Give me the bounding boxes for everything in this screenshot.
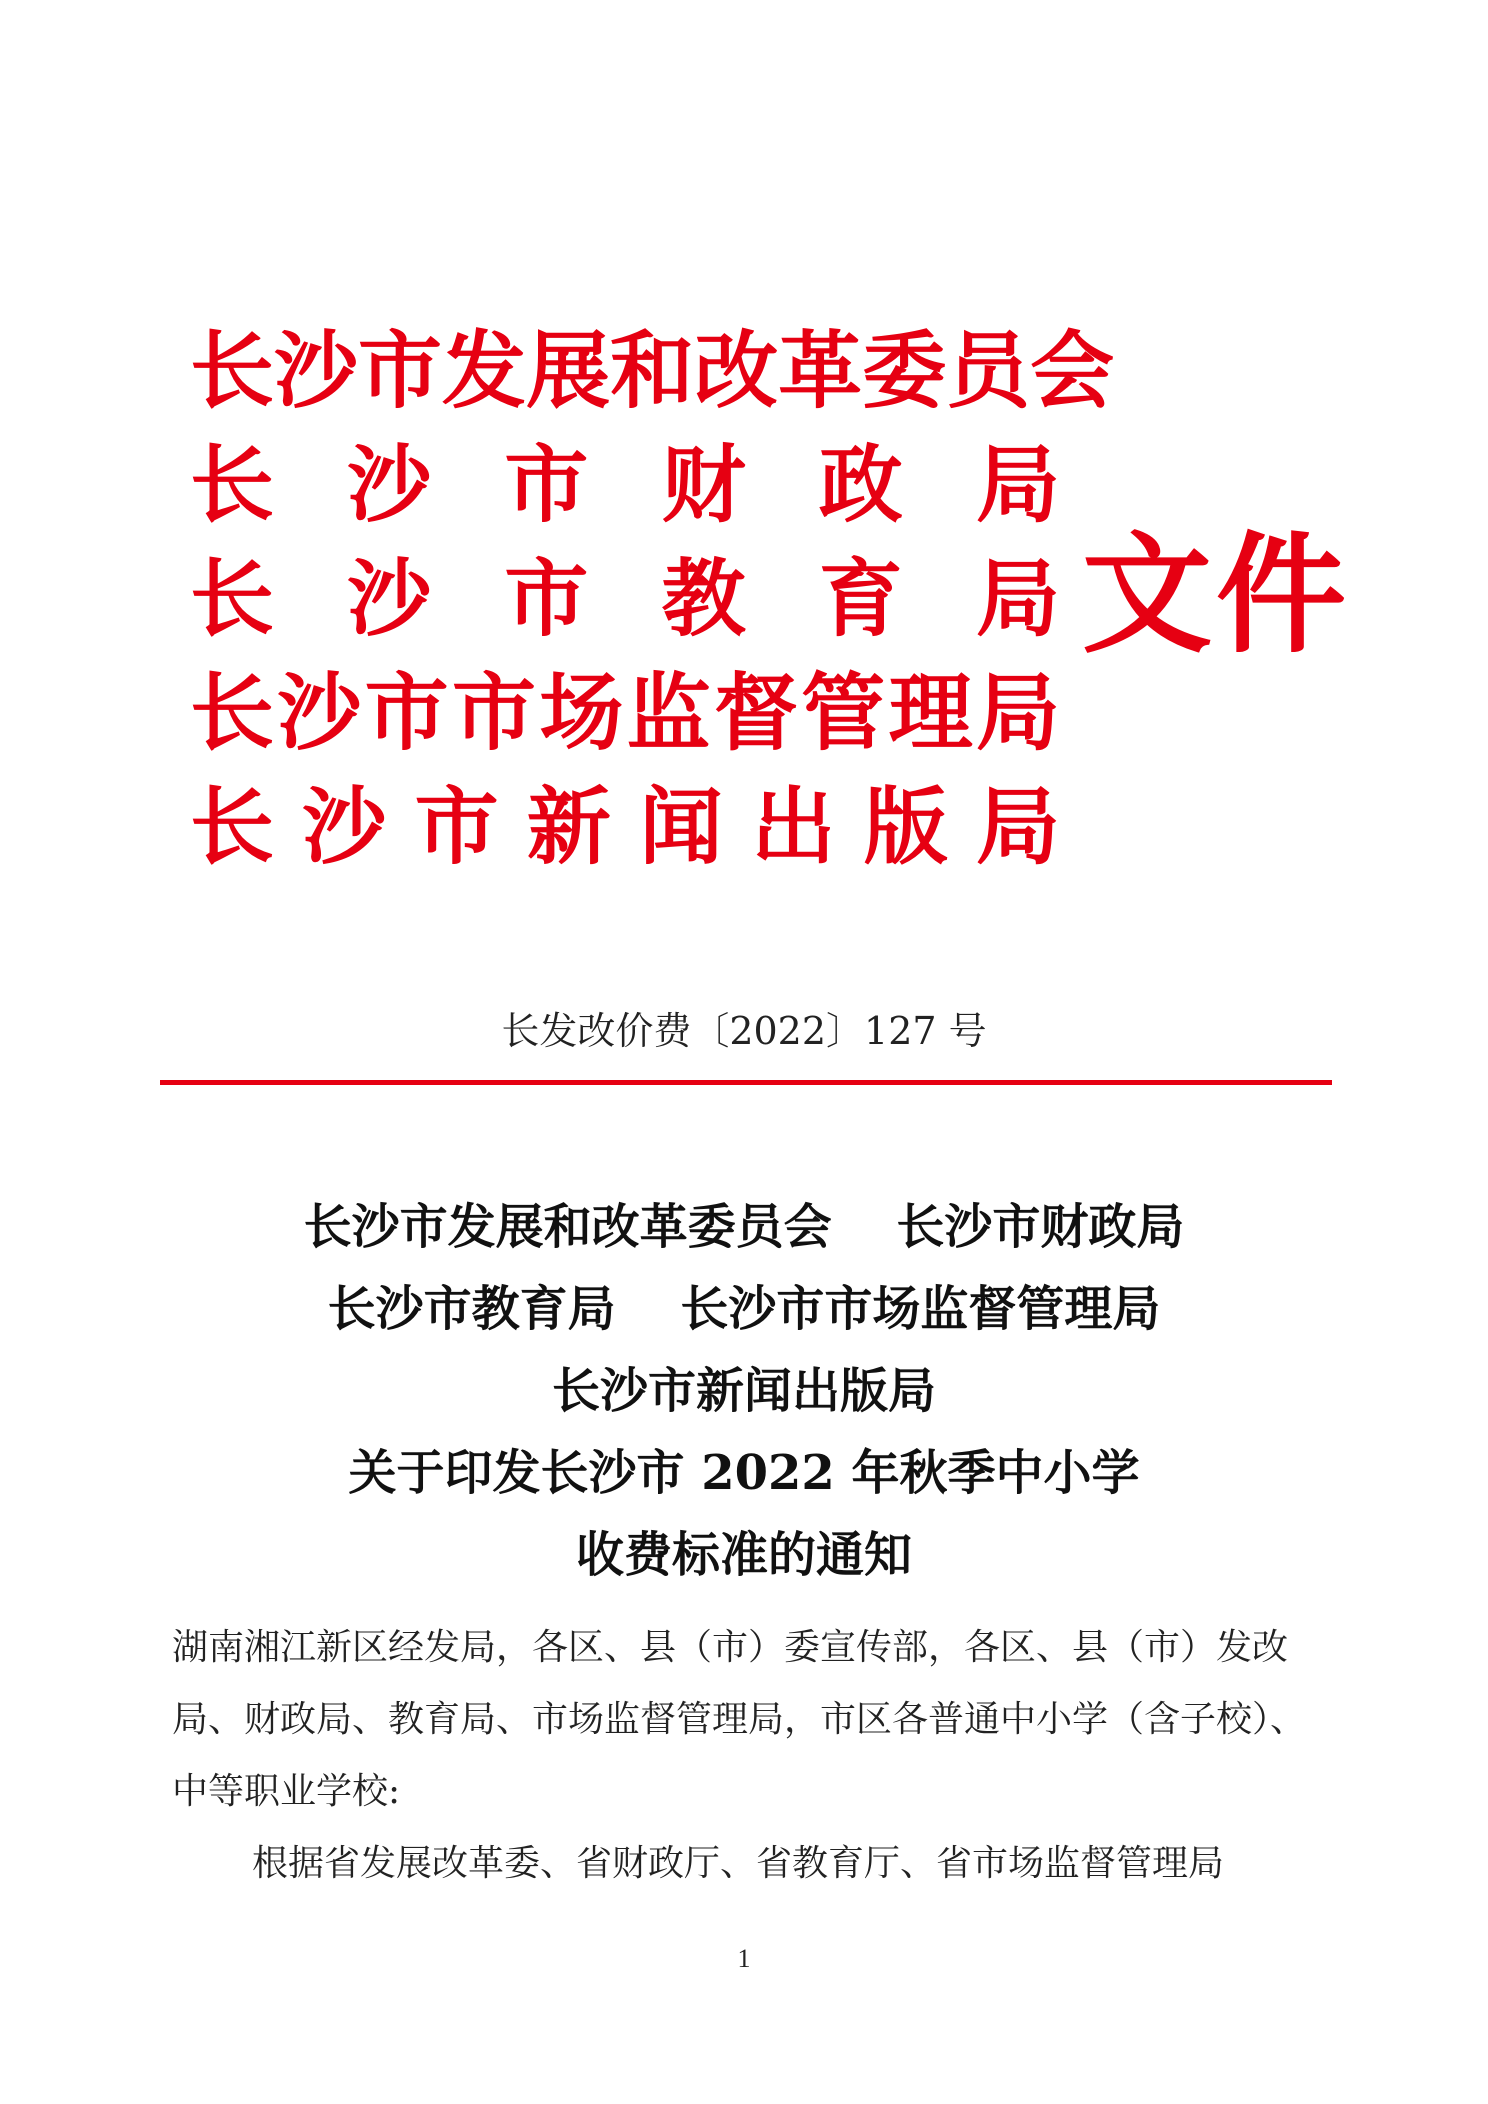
issuer-char: 市	[358, 321, 443, 420]
issuer-char: 监	[626, 663, 711, 762]
issuer-char: 和	[610, 321, 695, 420]
issuer-char: 委	[862, 321, 947, 420]
issuer-char: 沙	[277, 663, 362, 762]
issuer-char: 长	[190, 663, 275, 762]
document-title	[0, 1186, 1488, 1596]
issuer-char: 管	[801, 663, 886, 762]
issuer-char: 沙	[274, 321, 359, 420]
issuer-char: 局	[975, 777, 1060, 876]
title-line: 长沙市教育局 长沙市市场监督管理局	[327, 1281, 1161, 1337]
body-paragraph: 根据省发展改革委、省财政厅、省教育厅、省市场监督管理局	[252, 1843, 1225, 1884]
issuer-char: 沙	[347, 549, 432, 648]
issuer-char: 出	[751, 777, 836, 876]
recipients-paragraph: 湖南湘江新区经发局，各区、县（市）委宣传部，各区、县（市）发改局、财政局、教育局、市场监督管理局，市区各普通中小学（含子校）、中等职业学校:	[172, 1627, 1307, 1812]
issuer-char: 版	[863, 777, 948, 876]
title-line: 收费标准的通知	[575, 1527, 912, 1583]
issuer-char: 沙	[347, 435, 432, 534]
issuer-row	[190, 542, 1060, 656]
issuer-char: 闻	[639, 777, 724, 876]
issuer-char: 市	[504, 549, 589, 648]
issuer-char: 新	[526, 777, 611, 876]
issuer-char: 员	[946, 321, 1031, 420]
issuer-row	[190, 656, 1060, 770]
issuing-agencies	[190, 314, 1115, 884]
issuer-char: 市	[504, 435, 589, 534]
issuer-char: 展	[526, 321, 611, 420]
issuer-char: 长	[190, 549, 275, 648]
issuer-char: 育	[818, 549, 903, 648]
issuer-char: 局	[975, 549, 1060, 648]
document-suffix: 文件	[1082, 518, 1351, 671]
issuer-char: 财	[661, 435, 746, 534]
issuer-char: 市	[451, 663, 536, 762]
title-line: 长沙市发展和改革委员会 长沙市财政局	[303, 1199, 1185, 1255]
issuer-char: 市	[364, 663, 449, 762]
issuer-char: 场	[539, 663, 624, 762]
issuer-char: 革	[778, 321, 863, 420]
issuer-row	[190, 428, 1060, 542]
issuer-char: 长	[190, 321, 275, 420]
issuer-char: 长	[190, 435, 275, 534]
page-number: 1	[737, 1944, 751, 1973]
issuer-char: 局	[975, 435, 1060, 534]
document-number: 长发改价费〔2022〕127 号	[501, 1009, 987, 1053]
issuer-char: 政	[818, 435, 903, 534]
title-line: 长沙市新闻出版局	[551, 1363, 936, 1419]
document-body	[172, 1612, 1322, 1900]
issuer-row	[190, 770, 1060, 884]
issuer-char: 会	[1030, 321, 1115, 420]
issuer-char: 教	[661, 549, 746, 648]
issuer-char: 市	[414, 777, 499, 876]
issuer-char: 沙	[302, 777, 387, 876]
issuer-char: 理	[888, 663, 973, 762]
issuer-char: 发	[442, 321, 527, 420]
issuer-char: 督	[713, 663, 798, 762]
issuer-row	[190, 314, 1115, 428]
title-line: 关于印发长沙市 2022 年秋季中小学	[348, 1445, 1140, 1501]
issuer-char: 局	[975, 663, 1060, 762]
issuer-char: 改	[694, 321, 779, 420]
issuer-char: 长	[190, 777, 275, 876]
red-divider	[160, 1080, 1332, 1085]
